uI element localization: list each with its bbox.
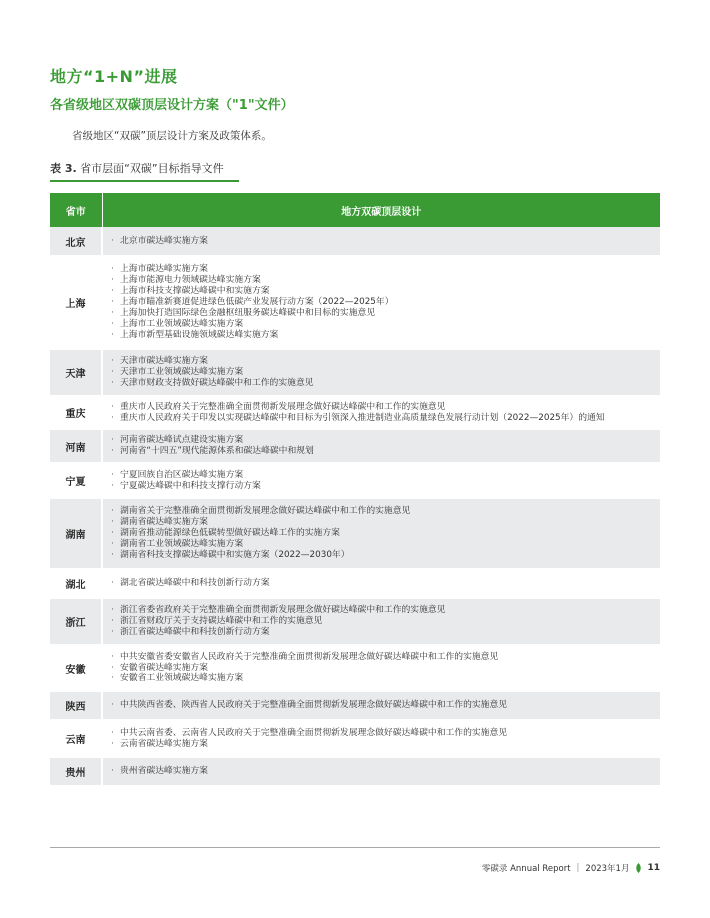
province-cell: 北京 (50, 227, 102, 256)
table-row (50, 645, 660, 691)
province-cell: 陕西 (50, 691, 102, 720)
province-cell: 河南 (50, 429, 102, 463)
document-title: 上海加快打造国际绿色金融枢纽服务碳达峰碳中和目标的实施意见 (120, 307, 376, 318)
bullet-icon: · (111, 469, 114, 480)
document-list (111, 728, 660, 750)
footer-brand: 零碳录 Annual Report (481, 864, 571, 874)
document-title: 重庆市人民政府关于完整准确全面贯彻新发展理念做好碳达峰碳中和工作的实施意见 (120, 401, 446, 412)
bullet-icon: · (111, 377, 114, 388)
bullet-icon: · (111, 235, 114, 246)
document-item (111, 550, 660, 561)
documents-cell (102, 429, 660, 463)
document-item (111, 286, 660, 297)
document-title: 上海市新型基础设施领域碳达峰实施方案 (120, 329, 279, 340)
document-item (111, 616, 660, 627)
table-row (50, 757, 660, 786)
document-title: 中共云南省委、云南省人民政府关于完整准确全面贯彻新发展理念做好碳达峰碳中和工作的实施意见 (120, 727, 508, 738)
document-item (111, 578, 660, 589)
document-item (111, 319, 660, 330)
bullet-icon: · (111, 662, 114, 673)
bullet-icon: · (111, 307, 114, 318)
header-top-level-design: 地方双碳顶层设计 (102, 193, 660, 227)
document-item (111, 356, 660, 367)
bullet-icon: · (111, 318, 114, 329)
section-subheading: 各省级地区双碳顶层设计方案（"1"文件） (50, 98, 294, 113)
bullet-icon: · (111, 766, 114, 777)
document-item (111, 330, 660, 341)
bullet-icon: · (111, 549, 114, 560)
bullet-icon: · (111, 616, 114, 627)
bullet-icon: · (111, 738, 114, 749)
bullet-icon: · (111, 578, 114, 589)
province-cell: 宁夏 (50, 463, 102, 498)
document-item (111, 378, 660, 389)
province-cell: 浙江 (50, 598, 102, 645)
document-item (111, 739, 660, 750)
document-title: 湖南省碳达峰实施方案 (120, 517, 208, 528)
table-row (50, 349, 660, 396)
table-row (50, 598, 660, 645)
bullet-icon: · (111, 727, 114, 738)
bullet-icon: · (111, 506, 114, 517)
document-title: 中共陕西省委、陕西省人民政府关于完整准确全面贯彻新发展理念做好碳达峰碳中和工作的实施意见 (120, 700, 508, 711)
document-item (111, 539, 660, 550)
document-title: 湖南省推动能源绿色低碳转型做好碳达峰工作的实施方案 (120, 528, 340, 539)
bullet-icon: · (111, 367, 114, 378)
documents-cell (102, 720, 660, 757)
province-cell: 安徽 (50, 645, 102, 691)
bullet-icon: · (111, 329, 114, 340)
bullet-icon: · (111, 412, 114, 423)
table-row (50, 256, 660, 349)
document-item (111, 470, 660, 481)
document-item (111, 435, 660, 446)
documents-cell (102, 498, 660, 569)
document-title: 上海市工业领域碳达峰实施方案 (120, 318, 244, 329)
leaf-icon (635, 863, 642, 873)
bullet-icon: · (111, 264, 114, 275)
document-title: 湖南省工业领域碳达峰实施方案 (120, 538, 244, 549)
document-item (111, 481, 660, 492)
document-title: 宁夏回族自治区碳达峰实施方案 (120, 469, 244, 480)
document-title: 上海市瞄准新赛道促进绿色低碳产业发展行动方案（2022—2025年） (120, 297, 394, 308)
document-item (111, 413, 660, 424)
document-item (111, 264, 660, 275)
table-row (50, 498, 660, 569)
document-item (111, 605, 660, 616)
documents-cell (102, 463, 660, 498)
bullet-icon: · (111, 435, 114, 446)
table-row (50, 720, 660, 757)
documents-cell (102, 349, 660, 396)
table-row (50, 463, 660, 498)
document-title: 浙江省财政厅关于支持碳达峰碳中和工作的实施意见 (120, 616, 323, 627)
document-list (111, 356, 660, 389)
document-list (111, 470, 660, 492)
table-row (50, 227, 660, 256)
intro-paragraph: 省级地区“双碳”顶层设计方案及政策体系。 (72, 130, 272, 142)
document-item (111, 236, 660, 247)
documents-cell (102, 598, 660, 645)
documents-cell (102, 645, 660, 691)
bullet-icon: · (111, 297, 114, 308)
document-list (111, 402, 660, 424)
document-item (111, 367, 660, 378)
province-cell: 贵州 (50, 757, 102, 786)
document-title: 上海市碳达峰实施方案 (120, 264, 208, 275)
document-item (111, 673, 660, 684)
document-list (111, 605, 660, 638)
document-list (111, 652, 660, 685)
bullet-icon: · (111, 480, 114, 491)
province-cell: 湖北 (50, 569, 102, 598)
document-title: 宁夏碳达峰碳中和科技支撑行动方案 (120, 480, 261, 491)
page-number: 11 (647, 863, 660, 873)
table-body (50, 227, 660, 786)
document-list (111, 766, 660, 777)
table-row (50, 396, 660, 429)
document-item (111, 652, 660, 663)
document-title: 天津市财政支持做好碳达峰碳中和工作的实施意见 (120, 377, 314, 388)
header-province: 省市 (50, 193, 102, 227)
table-header-row (50, 193, 660, 227)
documents-cell (102, 396, 660, 429)
bullet-icon: · (111, 275, 114, 286)
document-item (111, 728, 660, 739)
document-item (111, 766, 660, 777)
bullet-icon: · (111, 286, 114, 297)
document-title: 湖南省科技支撑碳达峰碳中和实施方案（2022—2030年） (120, 549, 350, 560)
document-title: 湖南省关于完整准确全面贯彻新发展理念做好碳达峰碳中和工作的实施意见 (120, 506, 411, 517)
table-caption (50, 160, 224, 176)
caption-underline (50, 180, 239, 182)
footer-date: 2023年1月 (585, 864, 630, 874)
bullet-icon: · (111, 517, 114, 528)
bullet-icon: · (111, 446, 114, 456)
document-item (111, 663, 660, 674)
document-title: 上海市科技支撑碳达峰碳中和实施方案 (120, 286, 270, 297)
documents-cell (102, 691, 660, 720)
table-row (50, 429, 660, 463)
table-caption-label: 表 3. (50, 162, 77, 175)
document-item (111, 700, 660, 711)
document-list (111, 506, 660, 561)
bullet-icon: · (111, 538, 114, 549)
documents-cell (102, 569, 660, 598)
bullet-icon: · (111, 528, 114, 539)
document-title: 浙江省委省政府关于完整准确全面贯彻新发展理念做好碳达峰碳中和工作的实施意见 (120, 605, 446, 616)
document-title: 北京市碳达峰实施方案 (120, 235, 208, 246)
table-row (50, 569, 660, 598)
document-title: 湖北省碳达峰碳中和科技创新行动方案 (120, 578, 270, 589)
document-list (111, 578, 660, 589)
province-cell: 天津 (50, 349, 102, 396)
documents-cell (102, 227, 660, 256)
document-title: 河南省“十四五”现代能源体系和碳达峰碳中和规划 (120, 446, 314, 456)
document-item (111, 308, 660, 319)
document-title: 贵州省碳达峰实施方案 (120, 766, 208, 777)
footer-divider (50, 847, 660, 848)
documents-cell (102, 757, 660, 786)
bullet-icon: · (111, 673, 114, 684)
bullet-icon: · (111, 401, 114, 412)
documents-cell (102, 256, 660, 349)
page-footer (482, 862, 660, 874)
document-item (111, 528, 660, 539)
document-title: 安徽省碳达峰实施方案 (120, 662, 208, 673)
province-cell: 云南 (50, 720, 102, 757)
document-title: 河南省碳达峰试点建设实施方案 (120, 435, 244, 446)
document-title: 云南省碳达峰实施方案 (120, 738, 208, 749)
document-title: 天津市工业领域碳达峰实施方案 (120, 367, 244, 378)
table-caption-text: 省市层面“双碳”目标指导文件 (80, 162, 224, 175)
document-title: 安徽省工业领域碳达峰实施方案 (120, 673, 244, 684)
footer-separator: | (576, 863, 580, 873)
province-cell: 湖南 (50, 498, 102, 569)
province-cell: 重庆 (50, 396, 102, 429)
document-item (111, 275, 660, 286)
bullet-icon: · (111, 626, 114, 637)
province-cell: 上海 (50, 256, 102, 349)
document-item (111, 446, 660, 457)
document-title: 重庆市人民政府关于印发以实现碳达峰碳中和目标为引领深入推进制造业高质量绿色发展行动计划（2022—2025年）的通知 (120, 412, 605, 423)
section-heading: 地方“1+N”进展 (50, 67, 178, 86)
document-item (111, 402, 660, 413)
document-item (111, 627, 660, 638)
document-title: 浙江省碳达峰碳中和科技创新行动方案 (120, 626, 270, 637)
document-list (111, 700, 660, 711)
bullet-icon: · (111, 605, 114, 616)
document-item (111, 506, 660, 517)
document-list (111, 264, 660, 340)
bullet-icon: · (111, 651, 114, 662)
table-row (50, 691, 660, 720)
document-title: 天津市碳达峰实施方案 (120, 356, 208, 367)
document-item (111, 297, 660, 308)
bullet-icon: · (111, 356, 114, 367)
document-list (111, 236, 660, 247)
bullet-icon: · (111, 700, 114, 711)
document-title: 上海市能源电力领域碳达峰实施方案 (120, 275, 261, 286)
document-item (111, 517, 660, 528)
document-list (111, 435, 660, 457)
document-title: 中共安徽省委安徽省人民政府关于完整准确全面贯彻新发展理念做好碳达峰碳中和工作的实施意见 (120, 651, 499, 662)
province-policy-table (50, 193, 660, 787)
